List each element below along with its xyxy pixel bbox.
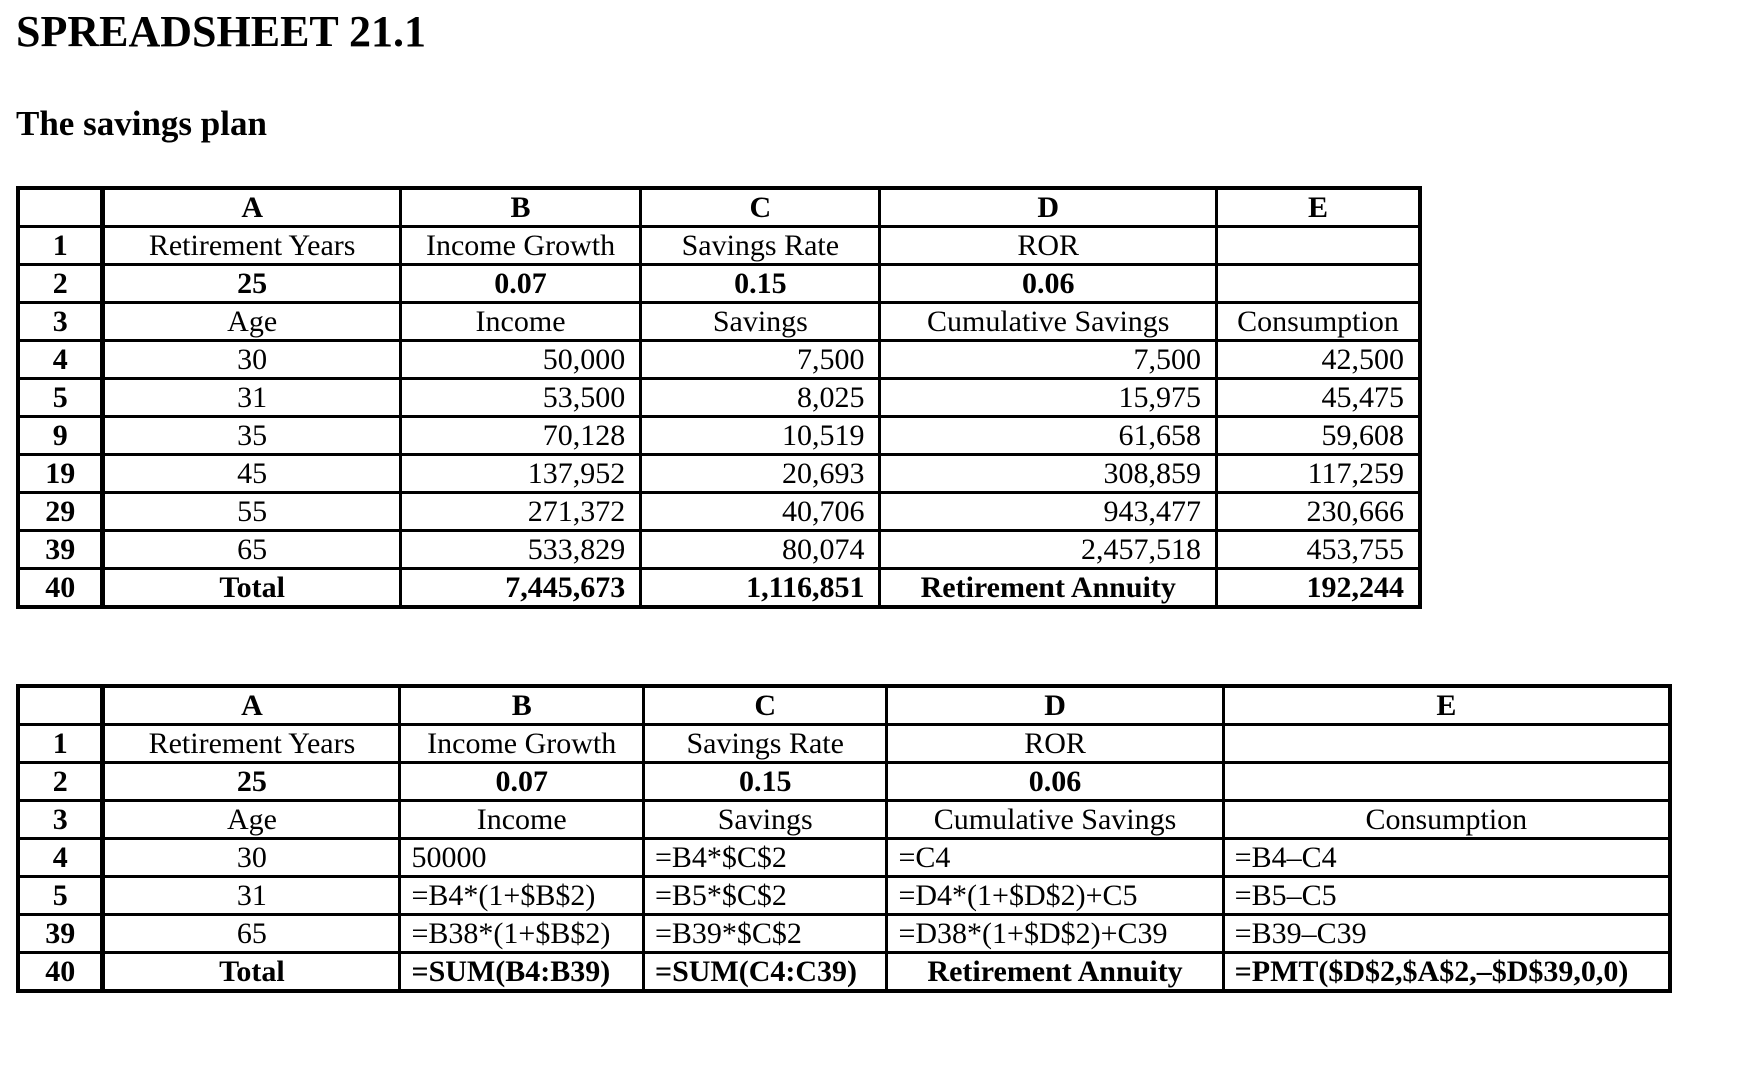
table-row (18, 531, 1420, 569)
cell[interactable]: 50000 (400, 839, 643, 877)
cell[interactable]: 53,500 (400, 379, 640, 417)
cell[interactable]: Retirement Annuity (887, 953, 1223, 992)
cell[interactable]: Retirement Annuity (880, 569, 1217, 608)
table-row (18, 839, 1670, 877)
table-row (18, 877, 1670, 915)
cell[interactable]: 31 (103, 877, 400, 915)
cell[interactable]: 271,372 (400, 493, 640, 531)
cell[interactable]: =B4*(1+$B$2) (400, 877, 643, 915)
column-header[interactable]: E (1216, 188, 1420, 227)
cell[interactable]: Income Growth (400, 725, 643, 763)
row-header[interactable]: 40 (18, 953, 103, 992)
cell[interactable]: 55 (103, 493, 400, 531)
row-header[interactable]: 3 (18, 801, 103, 839)
table-row (18, 569, 1420, 608)
cell[interactable]: =B5–C5 (1223, 877, 1670, 915)
column-header-row (18, 188, 1420, 227)
table-row (18, 341, 1420, 379)
cell[interactable]: 65 (103, 915, 400, 953)
cell[interactable]: 0.07 (400, 265, 640, 303)
column-header[interactable]: A (103, 188, 400, 227)
table-row (18, 265, 1420, 303)
cell[interactable]: ROR (887, 725, 1223, 763)
formulas-table (16, 684, 1672, 993)
cell[interactable]: 59,608 (1216, 417, 1420, 455)
column-header[interactable]: A (103, 686, 400, 725)
page-subtitle: The savings plan (16, 104, 267, 143)
cell[interactable]: =D4*(1+$D$2)+C5 (887, 877, 1223, 915)
cell[interactable]: =PMT($D$2,$A$2,–$D$39,0,0) (1223, 953, 1670, 992)
cell[interactable]: =B4–C4 (1223, 839, 1670, 877)
cell[interactable]: 7,445,673 (400, 569, 640, 608)
cell[interactable]: Income (400, 801, 643, 839)
table-row (18, 763, 1670, 801)
row-header[interactable]: 29 (18, 493, 103, 531)
column-header[interactable]: D (887, 686, 1223, 725)
cell[interactable]: 61,658 (880, 417, 1217, 455)
cell[interactable]: 45,475 (1216, 379, 1420, 417)
table-row (18, 379, 1420, 417)
cell[interactable]: Savings (643, 801, 886, 839)
column-header[interactable]: D (880, 188, 1217, 227)
cell[interactable]: =C4 (887, 839, 1223, 877)
cell[interactable]: 30 (103, 341, 400, 379)
cell[interactable]: 65 (103, 531, 400, 569)
corner-cell[interactable] (18, 686, 103, 725)
row-header[interactable]: 2 (18, 763, 103, 801)
cell[interactable]: =B4*$C$2 (643, 839, 886, 877)
cell[interactable]: 45 (103, 455, 400, 493)
cell[interactable] (1216, 227, 1420, 265)
row-header[interactable]: 4 (18, 839, 103, 877)
column-header[interactable]: B (400, 188, 640, 227)
column-header-row (18, 686, 1670, 725)
cell[interactable]: Income (400, 303, 640, 341)
cell[interactable]: 15,975 (880, 379, 1217, 417)
cell[interactable]: 50,000 (400, 341, 640, 379)
cell[interactable]: 70,128 (400, 417, 640, 455)
cell[interactable]: 2,457,518 (880, 531, 1217, 569)
table-row (18, 915, 1670, 953)
cell[interactable]: 0.15 (641, 265, 880, 303)
cell[interactable]: 35 (103, 417, 400, 455)
cell[interactable]: Retirement Years (103, 725, 400, 763)
cell[interactable]: =D38*(1+$D$2)+C39 (887, 915, 1223, 953)
row-header[interactable]: 39 (18, 531, 103, 569)
cell[interactable]: Retirement Years (103, 227, 400, 265)
corner-cell[interactable] (18, 188, 103, 227)
cell[interactable]: Income Growth (400, 227, 640, 265)
column-header[interactable]: C (641, 188, 880, 227)
cell[interactable]: 10,519 (641, 417, 880, 455)
cell[interactable]: 117,259 (1216, 455, 1420, 493)
row-header[interactable]: 4 (18, 341, 103, 379)
cell[interactable]: 30 (103, 839, 400, 877)
cell[interactable]: 453,755 (1216, 531, 1420, 569)
cell[interactable]: =SUM(C4:C39) (643, 953, 886, 992)
cell[interactable]: Savings Rate (643, 725, 886, 763)
cell[interactable]: 0.06 (887, 763, 1223, 801)
row-header[interactable]: 1 (18, 227, 103, 265)
cell[interactable]: ROR (880, 227, 1217, 265)
cell[interactable]: Savings Rate (641, 227, 880, 265)
cell[interactable]: 192,244 (1216, 569, 1420, 608)
cell[interactable]: Cumulative Savings (880, 303, 1217, 341)
cell[interactable]: 230,666 (1216, 493, 1420, 531)
cell[interactable]: Total (103, 953, 400, 992)
row-header[interactable]: 40 (18, 569, 103, 608)
table-row (18, 455, 1420, 493)
table-row (18, 725, 1670, 763)
column-header[interactable]: E (1223, 686, 1670, 725)
cell[interactable]: 137,952 (400, 455, 640, 493)
cell[interactable] (1223, 763, 1670, 801)
cell[interactable]: =B39–C39 (1223, 915, 1670, 953)
row-header[interactable]: 9 (18, 417, 103, 455)
cell[interactable]: 0.06 (880, 265, 1217, 303)
cell[interactable]: =B38*(1+$B$2) (400, 915, 643, 953)
column-header[interactable]: B (400, 686, 643, 725)
cell[interactable]: =B39*$C$2 (643, 915, 886, 953)
cell[interactable]: 943,477 (880, 493, 1217, 531)
row-header[interactable]: 1 (18, 725, 103, 763)
table-row (18, 417, 1420, 455)
cell[interactable]: Total (103, 569, 400, 608)
cell[interactable]: Consumption (1223, 801, 1670, 839)
row-header[interactable]: 5 (18, 877, 103, 915)
cell[interactable]: =B5*$C$2 (643, 877, 886, 915)
cell[interactable]: 1,116,851 (641, 569, 880, 608)
cell[interactable]: Consumption (1216, 303, 1420, 341)
cell[interactable]: 7,500 (880, 341, 1217, 379)
table-row (18, 953, 1670, 992)
cell[interactable]: 0.15 (643, 763, 886, 801)
cell[interactable]: 533,829 (400, 531, 640, 569)
row-header[interactable]: 3 (18, 303, 103, 341)
cell[interactable]: 40,706 (641, 493, 880, 531)
column-header[interactable]: C (643, 686, 886, 725)
cell[interactable]: 20,693 (641, 455, 880, 493)
row-header[interactable]: 19 (18, 455, 103, 493)
cell[interactable]: 31 (103, 379, 400, 417)
cell[interactable]: Cumulative Savings (887, 801, 1223, 839)
cell[interactable]: 8,025 (641, 379, 880, 417)
table-row (18, 801, 1670, 839)
cell[interactable]: =SUM(B4:B39) (400, 953, 643, 992)
cell[interactable]: 42,500 (1216, 341, 1420, 379)
cell[interactable]: 25 (103, 763, 400, 801)
cell[interactable]: 308,859 (880, 455, 1217, 493)
cell[interactable]: Savings (641, 303, 880, 341)
cell[interactable]: 25 (103, 265, 400, 303)
table-row (18, 227, 1420, 265)
row-header[interactable]: 39 (18, 915, 103, 953)
values-table (16, 186, 1422, 609)
page-title: SPREADSHEET 21.1 (16, 7, 426, 56)
cell[interactable] (1223, 725, 1670, 763)
cell[interactable]: 0.07 (400, 763, 643, 801)
table-row (18, 493, 1420, 531)
cell[interactable]: Age (103, 303, 400, 341)
row-header[interactable]: 5 (18, 379, 103, 417)
cell[interactable]: 80,074 (641, 531, 880, 569)
table-row (18, 303, 1420, 341)
cell[interactable]: 7,500 (641, 341, 880, 379)
row-header[interactable]: 2 (18, 265, 103, 303)
cell[interactable] (1216, 265, 1420, 303)
cell[interactable]: Age (103, 801, 400, 839)
